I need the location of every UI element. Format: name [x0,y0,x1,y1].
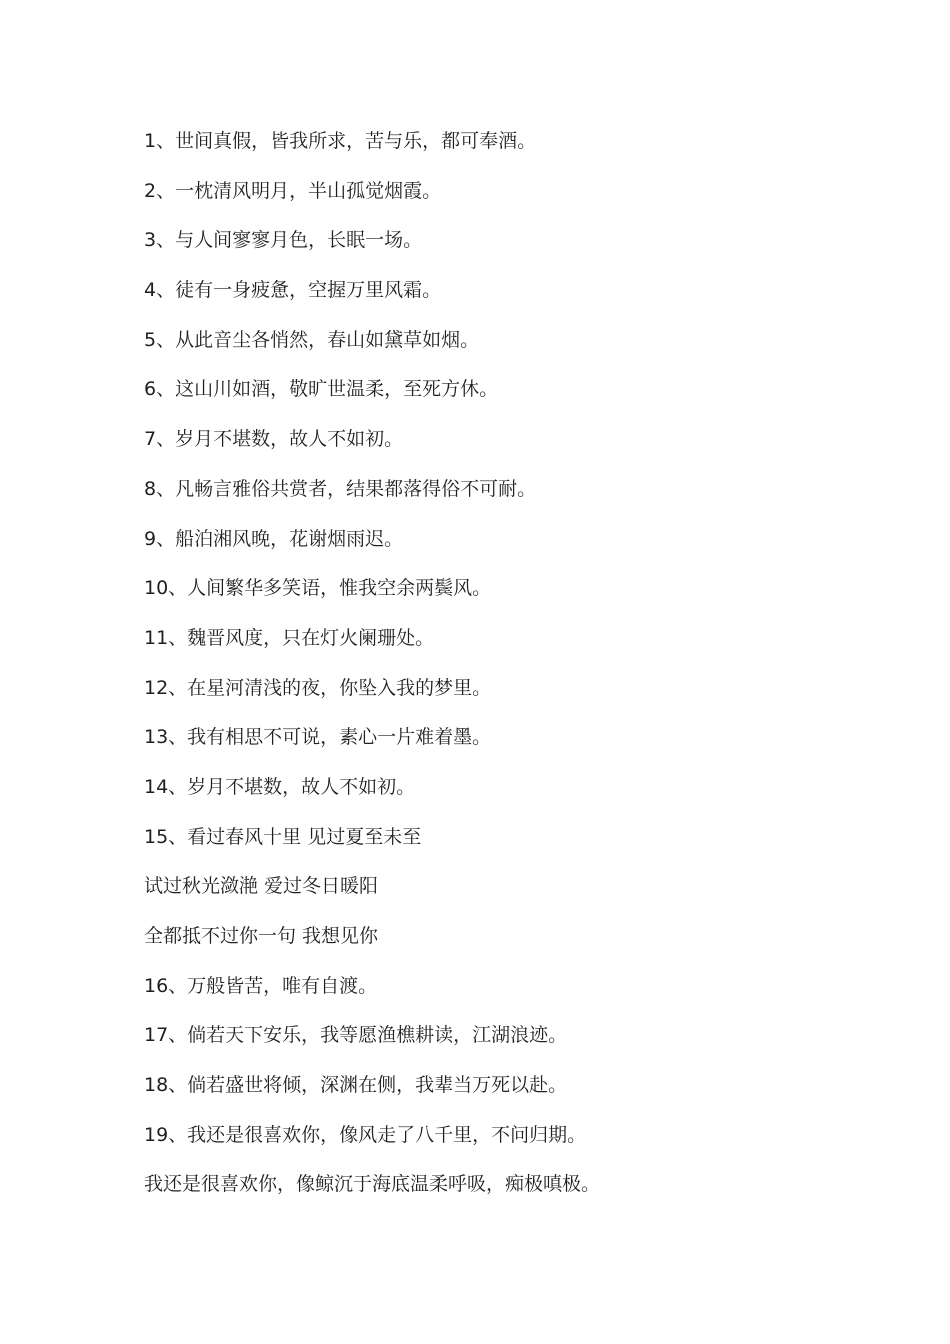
text-line: 9、船泊湘风晚，花谢烟雨迟。 [144,527,404,550]
text-line: 18、倘若盛世将倾，深渊在侧，我辈当万死以赴。 [144,1074,568,1097]
text-line: 5、从此音尘各悄然，春山如黛草如烟。 [144,328,480,351]
text-line: 11、魏晋风度，只在灯火阑珊处。 [144,626,435,649]
document-body [144,124,864,1217]
text-line: 试过秋光潋滟 爱过冬日暖阳 [144,875,379,898]
text-line: 我还是很喜欢你，像鲸沉于海底温柔呼吸，痴极嗔极。 [144,1173,601,1196]
text-line: 8、凡畅言雅俗共赏者，结果都落得俗不可耐。 [144,477,537,500]
text-line: 4、徒有一身疲惫，空握万里风霜。 [144,279,442,302]
text-line: 3、与人间寥寥月色，长眠一场。 [144,229,423,252]
text-line: 16、万般皆苦，唯有自渡。 [144,974,378,997]
text-line: 全都抵不过你一句 我想见你 [144,925,379,947]
text-line: 15、看过春风十里 见过夏至未至 [144,825,422,848]
text-line: 10、人间繁华多笑语，惟我空余两鬓风。 [144,577,492,600]
text-line: 19、我还是很喜欢你，像风走了八千里，不问归期。 [144,1123,587,1146]
text-line: 6、这山川如酒，敬旷世温柔，至死方休。 [144,378,499,401]
text-line: 1、世间真假，皆我所求，苦与乐，都可奉酒。 [144,130,537,152]
text-line: 13、我有相思不可说，素心一片难着墨。 [144,726,492,749]
text-line: 17、倘若天下安乐，我等愿渔樵耕读，江湖浪迹。 [144,1024,568,1047]
text-line: 14、岁月不堪数，故人不如初。 [144,775,416,798]
text-line: 12、在星河清浅的夜，你坠入我的梦里。 [144,676,492,699]
text-line: 2、一枕清风明月，半山孤觉烟霞。 [144,179,442,202]
text-line: 7、岁月不堪数，故人不如初。 [144,428,404,451]
